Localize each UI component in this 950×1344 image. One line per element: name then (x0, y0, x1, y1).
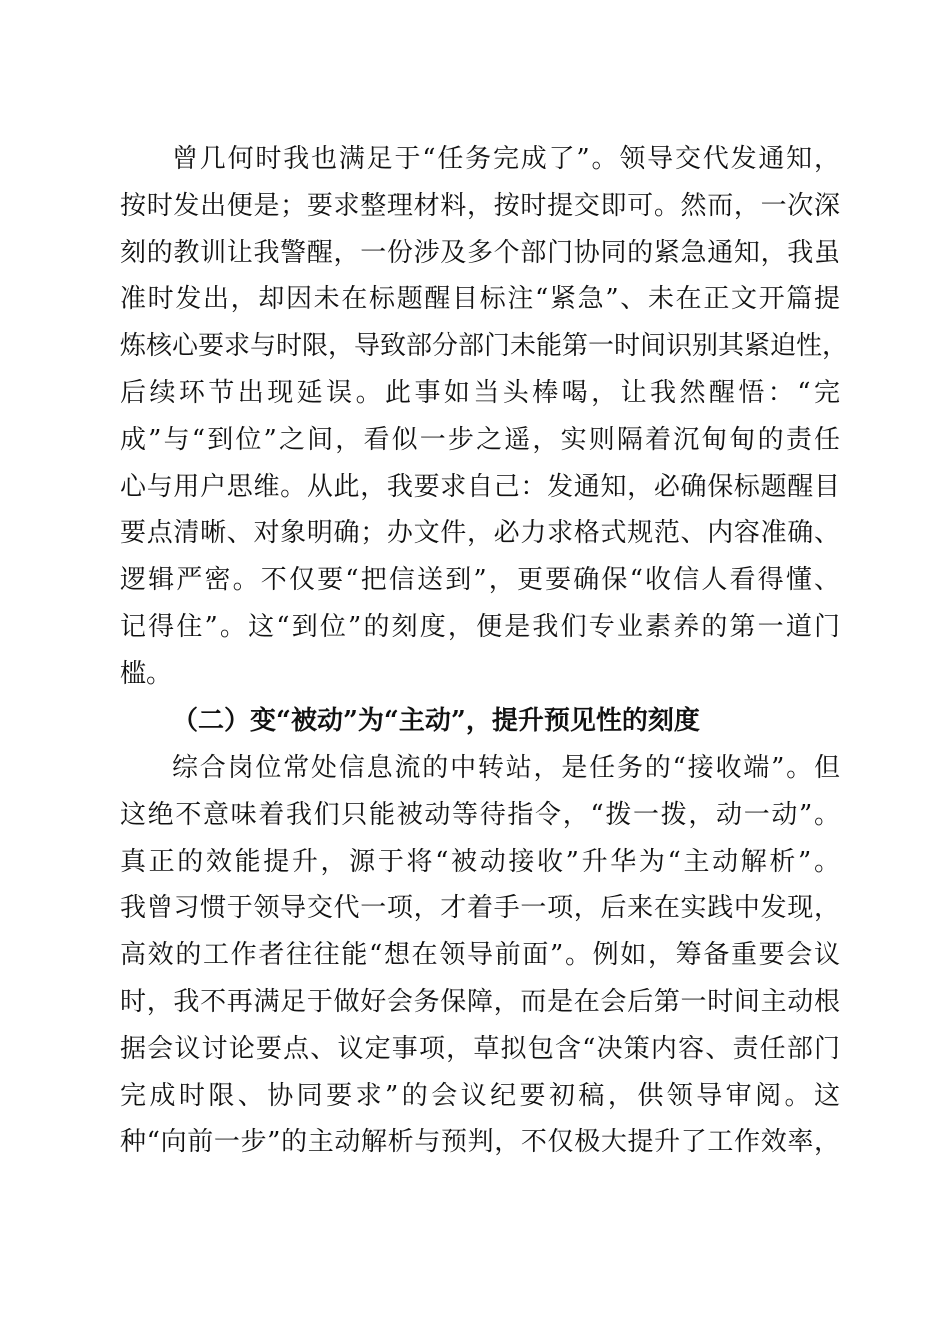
paragraph-line: 成”与“到位”之间，看似一步之遥，实则隔着沉甸甸的责任 (120, 424, 840, 455)
paragraph-line: 要点清晰、对象明确；办文件，必力求格式规范、内容准确、 (120, 518, 840, 549)
paragraph-line: 据会议讨论要点、议定事项，草拟包含“决策内容、责任部门 (120, 1033, 840, 1064)
paragraph-line: 记得住”。这“到位”的刻度，便是我们专业素养的第一道门 (120, 611, 840, 642)
paragraph-line: 综合岗位常处信息流的中转站，是任务的“接收端”。但 (172, 753, 840, 783)
paragraph-passive-to-active (120, 745, 840, 1166)
paragraph-line: 炼核心要求与时限，导致部分部门未能第一时间识别其紧迫性， (120, 331, 849, 362)
paragraph-line: 真正的效能提升，源于将“被动接收”升华为“主动解析”。 (120, 846, 840, 877)
section-heading: （二）变“被动”为“主动”，提升预见性的刻度 (172, 706, 700, 736)
paragraph-line: 这绝不意味着我们只能被动等待指令，“拨一拨，动一动”。 (120, 799, 840, 830)
paragraph-line: 逻辑严密。不仅要“把信送到”，更要确保“收信人看得懂、 (120, 565, 840, 596)
paragraph-line: 按时发出便是；要求整理材料，按时提交即可。然而，一次深 (120, 190, 840, 221)
paragraph-line: 槛。 (120, 658, 173, 689)
paragraph-line: 准时发出，却因未在标题醒目标注“紧急”、未在正文开篇提 (120, 284, 840, 315)
paragraph-line: 完成时限、协同要求”的会议纪要初稿，供领导审阅。这 (120, 1080, 840, 1111)
paragraph-line: 我曾习惯于领导交代一项，才着手一项，后来在实践中发现， (120, 893, 840, 924)
paragraph-task-completion (120, 136, 849, 698)
paragraph-line: 后续环节出现延误。此事如当头棒喝，让我然醒悟：“完 (120, 377, 840, 408)
paragraph-line: 高效的工作者往往能“想在领导前面”。例如，筹备重要会议 (120, 940, 840, 971)
paragraph-line: 心与用户思维。从此，我要求自己：发通知，必确保标题醒目 (120, 471, 840, 502)
paragraph-line: 时，我不再满足于做好会务保障，而是在会后第一时间主动根 (120, 986, 840, 1017)
paragraph-line: 种“向前一步”的主动解析与预判，不仅极大提升了工作效率， (120, 1127, 840, 1158)
paragraph-line: 曾几何时我也满足于“任务完成了”。领导交代发通知， (172, 144, 840, 174)
section-heading-block (120, 698, 840, 745)
paragraph-line: 刻的教训让我警醒，一份涉及多个部门协同的紧急通知，我虽 (120, 237, 840, 268)
